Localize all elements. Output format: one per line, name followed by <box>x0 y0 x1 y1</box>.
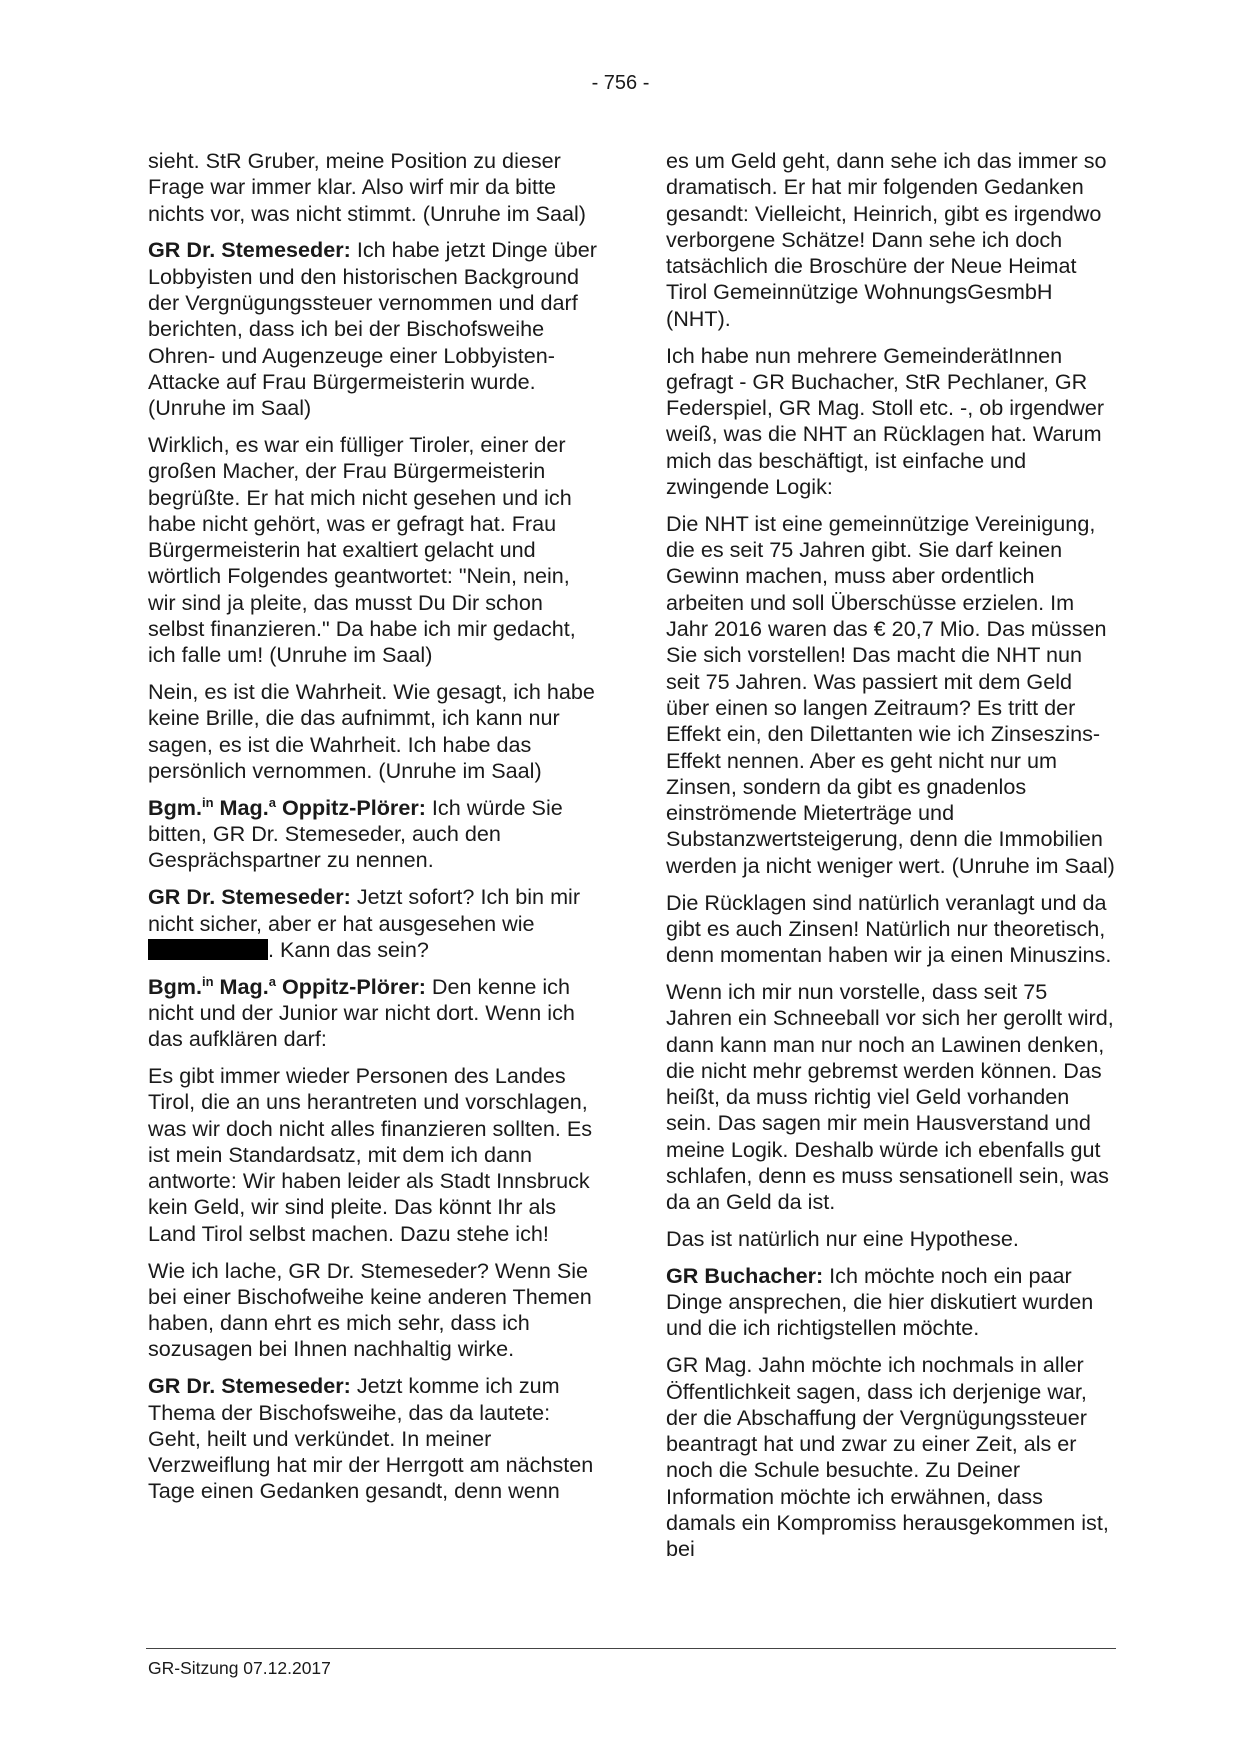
speaker-name: GR Dr. Stemeseder: <box>148 237 351 263</box>
speaker-name: Bgm.$^{in}$ Mag.$^a$ Oppitz-Plörer: <box>148 794 426 820</box>
paragraph: Wirklich, es war ein fülliger Tiroler, einer der großen Macher, der Frau Bürgermeisterin begrüßte. Er hat mich nicht gesehen und ich habe nicht gehört, was er gefragt hat. Frau Bürgermeisterin hat exaltiert gelacht und wörtlich Folgendes geantwortet: "Nein, nein, wir sind ja pleite, das musst Du Dir schon selbst finanzieren." Da habe ich mir gedacht, ich falle um! (Unruhe im Saal) <box>148 431 576 668</box>
paragraph: Nein, es ist die Wahrheit. Wie gesagt, ich habe keine Brille, die das aufnimmt, ich kann nur sagen, es ist die Wahrheit. Ich habe das persönlich vernommen. (Unruhe im Saal) <box>148 679 595 784</box>
paragraph: GR Dr. Stemeseder: Jetzt komme ich zum Thema der Bischofsweihe, das da lautete: Geht, heilt und verkündet. In meiner Verzweiflung hat mir der Herrgott am nächsten Tage einen Gedanken gesandt, denn wenn <box>148 1373 594 1504</box>
footer-text: GR-Sitzung 07.12.2017 <box>148 1658 331 1678</box>
speaker-name: Bgm.$^{in}$ Mag.$^a$ Oppitz-Plörer: <box>148 973 426 999</box>
right-column <box>666 148 1118 1573</box>
speaker-name: GR Dr. Stemeseder: <box>148 884 351 910</box>
paragraph: Das ist natürlich nur eine Hypothese. <box>666 1226 1019 1252</box>
paragraph: Die NHT ist eine gemeinnützige Vereinigung, die es seit 75 Jahren gibt. Sie darf keinen Gewinn machen, muss aber ordentlich arbeiten und soll Überschüsse erzielen. Im Jahr 2016 waren das € 20,7 Mio. Das müssen Sie sich vorstellen! Das macht die NHT nun seit 75 Jahren. Was passiert mit dem Geld über einen so langen Zeitraum? Es tritt der Effekt ein, den Dilettanten wie ich Zinseszins-Effekt nennen. Aber es geht nicht nur um Zinsen, sondern da gibt es gnadenlos einströmende Mieterträge und Substanzwertsteigerung, denn die Immobilien werden ja nicht weniger wert. (Unruhe im Saal) <box>666 510 1115 878</box>
paragraph: Ich habe nun mehrere GemeinderätInnen gefragt - GR Buchacher, StR Pechlaner, GR Federspiel, GR Mag. Stoll etc. -, ob irgendwer weiß, was die NHT an Rücklagen hat. Warum mich das beschäftigt, ist einfache und zwingende Logik: <box>666 342 1105 500</box>
paragraph: Bgm.$^{in}$ Mag.$^a$ Oppitz-Plörer: Den kenne ich nicht und der Junior war nicht dort. Wenn ich das aufklären darf: <box>148 973 575 1052</box>
paragraph: GR Dr. Stemeseder: Ich habe jetzt Dinge über Lobbyisten und den historischen Background der Vergnügungssteuer vernommen und darf berichten, dass ich bei der Bischofsweihe Ohren- und Augenzeuge einer Lobbyisten-Attacke auf Frau Bürgermeisterin wurde. (Unruhe im Saal) <box>148 237 597 421</box>
paragraph: GR Buchacher: Ich möchte noch ein paar Dinge ansprechen, die hier diskutiert wurden und die ich richtigstellen möchte. <box>666 1262 1094 1341</box>
paragraph: Bgm.$^{in}$ Mag.$^a$ Oppitz-Plörer: Ich würde Sie bitten, GR Dr. Stemeseder, auch den Gesprächspartner zu nennen. <box>148 794 563 873</box>
speaker-name: GR Buchacher: <box>666 1262 824 1288</box>
paragraph: GR Dr. Stemeseder: Jetzt sofort? Ich bin mir nicht sicher, aber er hat ausgesehen wie . Kann das sein? <box>148 884 581 962</box>
paragraph: Wie ich lache, GR Dr. Stemeseder? Wenn Sie bei einer Bischofweihe keine anderen Themen haben, dann ehrt es mich sehr, dass ich sozusagen bei Ihnen nachhaltig wirke. <box>148 1257 592 1362</box>
paragraph: sieht. StR Gruber, meine Position zu dieser Frage war immer klar. Also wirf mir da bitte nichts vor, was nicht stimmt. (Unruhe im Saal) <box>148 148 587 226</box>
left-column <box>148 148 598 1515</box>
paragraph: GR Mag. Jahn möchte ich nochmals in aller Öffentlichkeit sagen, dass ich derjenige war, der die Abschaffung der Vergnügungssteuer beantragt hat und zwar zu einer Zeit, als er noch die Schule besuchte. Zu Deiner Information möchte ich erwähnen, dass damals ein Kompromiss herausgekommen ist, bei <box>666 1352 1109 1562</box>
speaker-name: GR Dr. Stemeseder: <box>148 1373 351 1399</box>
paragraph: Es gibt immer wieder Personen des Landes Tirol, die an uns herantreten und vorschlagen, was wir doch nicht alles finanzieren sollten. Es ist mein Standardsatz, mit dem ich dann antworte: Wir haben leider als Stadt Innsbruck kein Geld, wir sind pleite. Das könnt Ihr als Land Tirol selbst machen. Dazu stehe ich! <box>148 1063 593 1246</box>
paragraph: Die Rücklagen sind natürlich veranlagt und da gibt es auch Zinsen! Natürlich nur theoretisch, denn momentan haben wir ja einen Minuszins. <box>666 889 1112 968</box>
footer-divider <box>146 1648 1116 1649</box>
redaction-box <box>148 939 268 960</box>
paragraph: es um Geld geht, dann sehe ich das immer so dramatisch. Er hat mir folgenden Gedanken gesandt: Vielleicht, Heinrich, gibt es irgendwo verborgene Schätze! Dann sehe ich doch tatsächlich die Broschüre der Neue Heimat Tirol Gemeinnützige WohnungsGesmbH (NHT). <box>666 148 1107 331</box>
page-number: - 756 - <box>591 72 650 94</box>
paragraph: Wenn ich mir nun vorstelle, dass seit 75 Jahren ein Schneeball vor sich her gerollt wird, dann kann man nur noch an Lawinen denken, die nicht mehr gebremst werden können. Das heißt, da muss richtig viel Geld vorhanden sein. Das sagen mir mein Hausverstand und meine Logik. Deshalb würde ich ebenfalls gut schlafen, denn es muss sensationell sein, was da an Geld da ist. <box>666 978 1114 1215</box>
